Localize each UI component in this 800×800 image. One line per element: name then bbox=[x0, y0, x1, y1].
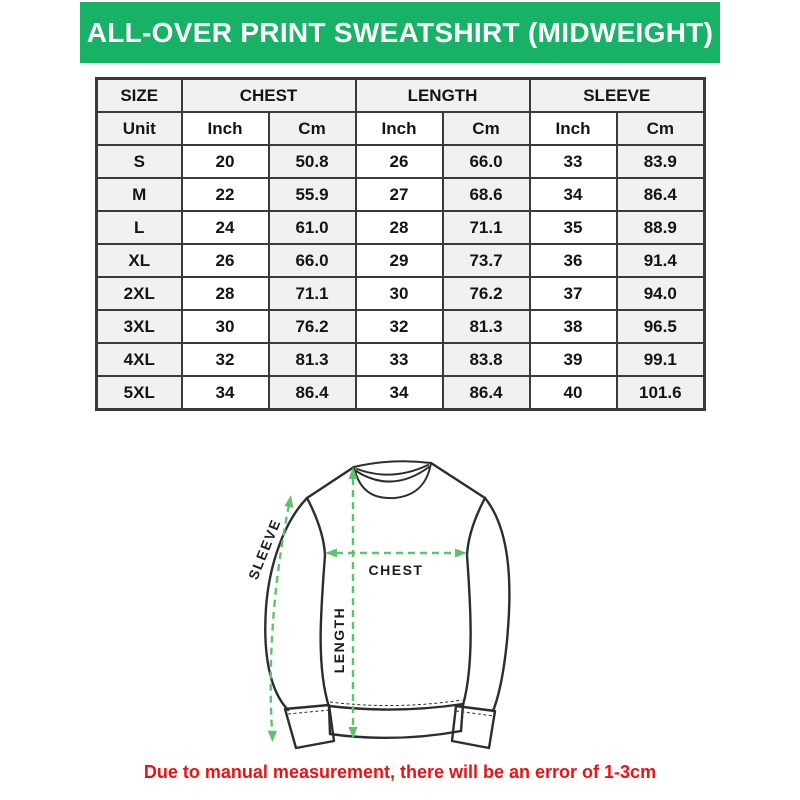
value-cell: 81.3 bbox=[269, 343, 356, 376]
value-cell: 30 bbox=[356, 277, 443, 310]
size-cell: L bbox=[97, 211, 182, 244]
value-cell: 83.8 bbox=[443, 343, 530, 376]
value-cell: 36 bbox=[530, 244, 617, 277]
col-header-length: LENGTH bbox=[356, 79, 530, 113]
value-cell: 71.1 bbox=[269, 277, 356, 310]
value-cell: 39 bbox=[530, 343, 617, 376]
size-cell: S bbox=[97, 145, 182, 178]
value-cell: 94.0 bbox=[617, 277, 705, 310]
sweatshirt-measurement-diagram bbox=[235, 452, 565, 770]
col-header-chest: CHEST bbox=[182, 79, 356, 113]
value-cell: 71.1 bbox=[443, 211, 530, 244]
value-cell: 86.4 bbox=[269, 376, 356, 410]
value-cell: 34 bbox=[356, 376, 443, 410]
value-cell: 29 bbox=[356, 244, 443, 277]
length-label: LENGTH bbox=[331, 606, 347, 674]
unit-inch: Inch bbox=[530, 112, 617, 145]
col-header-size: SIZE bbox=[97, 79, 182, 113]
table-row bbox=[97, 277, 705, 310]
value-cell: 20 bbox=[182, 145, 269, 178]
size-cell: 4XL bbox=[97, 343, 182, 376]
unit-inch: Inch bbox=[182, 112, 269, 145]
table-row bbox=[97, 178, 705, 211]
value-cell: 55.9 bbox=[269, 178, 356, 211]
value-cell: 28 bbox=[356, 211, 443, 244]
arrowheads bbox=[268, 467, 468, 742]
measurement-disclaimer: Due to manual measurement, there will be an error of 1-3cm bbox=[143, 762, 657, 782]
unit-header-row bbox=[97, 112, 705, 145]
unit-cm: Cm bbox=[617, 112, 705, 145]
value-cell: 50.8 bbox=[269, 145, 356, 178]
value-cell: 35 bbox=[530, 211, 617, 244]
value-cell: 32 bbox=[356, 310, 443, 343]
value-cell: 66.0 bbox=[269, 244, 356, 277]
value-cell: 61.0 bbox=[269, 211, 356, 244]
value-cell: 38 bbox=[530, 310, 617, 343]
size-cell: 5XL bbox=[97, 376, 182, 410]
measurement-arrows bbox=[271, 478, 456, 731]
size-cell: M bbox=[97, 178, 182, 211]
sleeve-arrow bbox=[271, 505, 289, 731]
value-cell: 88.9 bbox=[617, 211, 705, 244]
value-cell: 83.9 bbox=[617, 145, 705, 178]
title-banner bbox=[80, 2, 720, 63]
value-cell: 30 bbox=[182, 310, 269, 343]
size-chart-table bbox=[95, 77, 706, 411]
value-cell: 37 bbox=[530, 277, 617, 310]
value-cell: 24 bbox=[182, 211, 269, 244]
value-cell: 22 bbox=[182, 178, 269, 211]
unit-cm: Cm bbox=[269, 112, 356, 145]
table-row bbox=[97, 145, 705, 178]
value-cell: 40 bbox=[530, 376, 617, 410]
col-header-sleeve: SLEEVE bbox=[530, 79, 705, 113]
unit-inch: Inch bbox=[356, 112, 443, 145]
value-cell: 28 bbox=[182, 277, 269, 310]
value-cell: 76.2 bbox=[443, 277, 530, 310]
value-cell: 91.4 bbox=[617, 244, 705, 277]
value-cell: 68.6 bbox=[443, 178, 530, 211]
table-row bbox=[97, 244, 705, 277]
value-cell: 33 bbox=[356, 343, 443, 376]
size-cell: 3XL bbox=[97, 310, 182, 343]
table-row bbox=[97, 310, 705, 343]
value-cell: 26 bbox=[356, 145, 443, 178]
value-cell: 99.1 bbox=[617, 343, 705, 376]
value-cell: 81.3 bbox=[443, 310, 530, 343]
chest-label: CHEST bbox=[368, 562, 424, 578]
unit-cm: Cm bbox=[443, 112, 530, 145]
sleeve-label: SLEEVE bbox=[244, 516, 284, 582]
group-header-row bbox=[97, 79, 705, 113]
value-cell: 27 bbox=[356, 178, 443, 211]
value-cell: 101.6 bbox=[617, 376, 705, 410]
size-cell: XL bbox=[97, 244, 182, 277]
value-cell: 33 bbox=[530, 145, 617, 178]
table-row bbox=[97, 211, 705, 244]
sweatshirt-outline bbox=[265, 461, 509, 748]
table-row bbox=[97, 376, 705, 410]
page-title: ALL-OVER PRINT SWEATSHIRT (MIDWEIGHT) bbox=[86, 16, 714, 48]
value-cell: 96.5 bbox=[617, 310, 705, 343]
value-cell: 34 bbox=[182, 376, 269, 410]
value-cell: 32 bbox=[182, 343, 269, 376]
value-cell: 86.4 bbox=[443, 376, 530, 410]
value-cell: 34 bbox=[530, 178, 617, 211]
value-cell: 66.0 bbox=[443, 145, 530, 178]
unit-label: Unit bbox=[97, 112, 182, 145]
value-cell: 76.2 bbox=[269, 310, 356, 343]
size-cell: 2XL bbox=[97, 277, 182, 310]
value-cell: 73.7 bbox=[443, 244, 530, 277]
table-row bbox=[97, 343, 705, 376]
stitch-lines bbox=[288, 700, 494, 716]
value-cell: 86.4 bbox=[617, 178, 705, 211]
value-cell: 26 bbox=[182, 244, 269, 277]
